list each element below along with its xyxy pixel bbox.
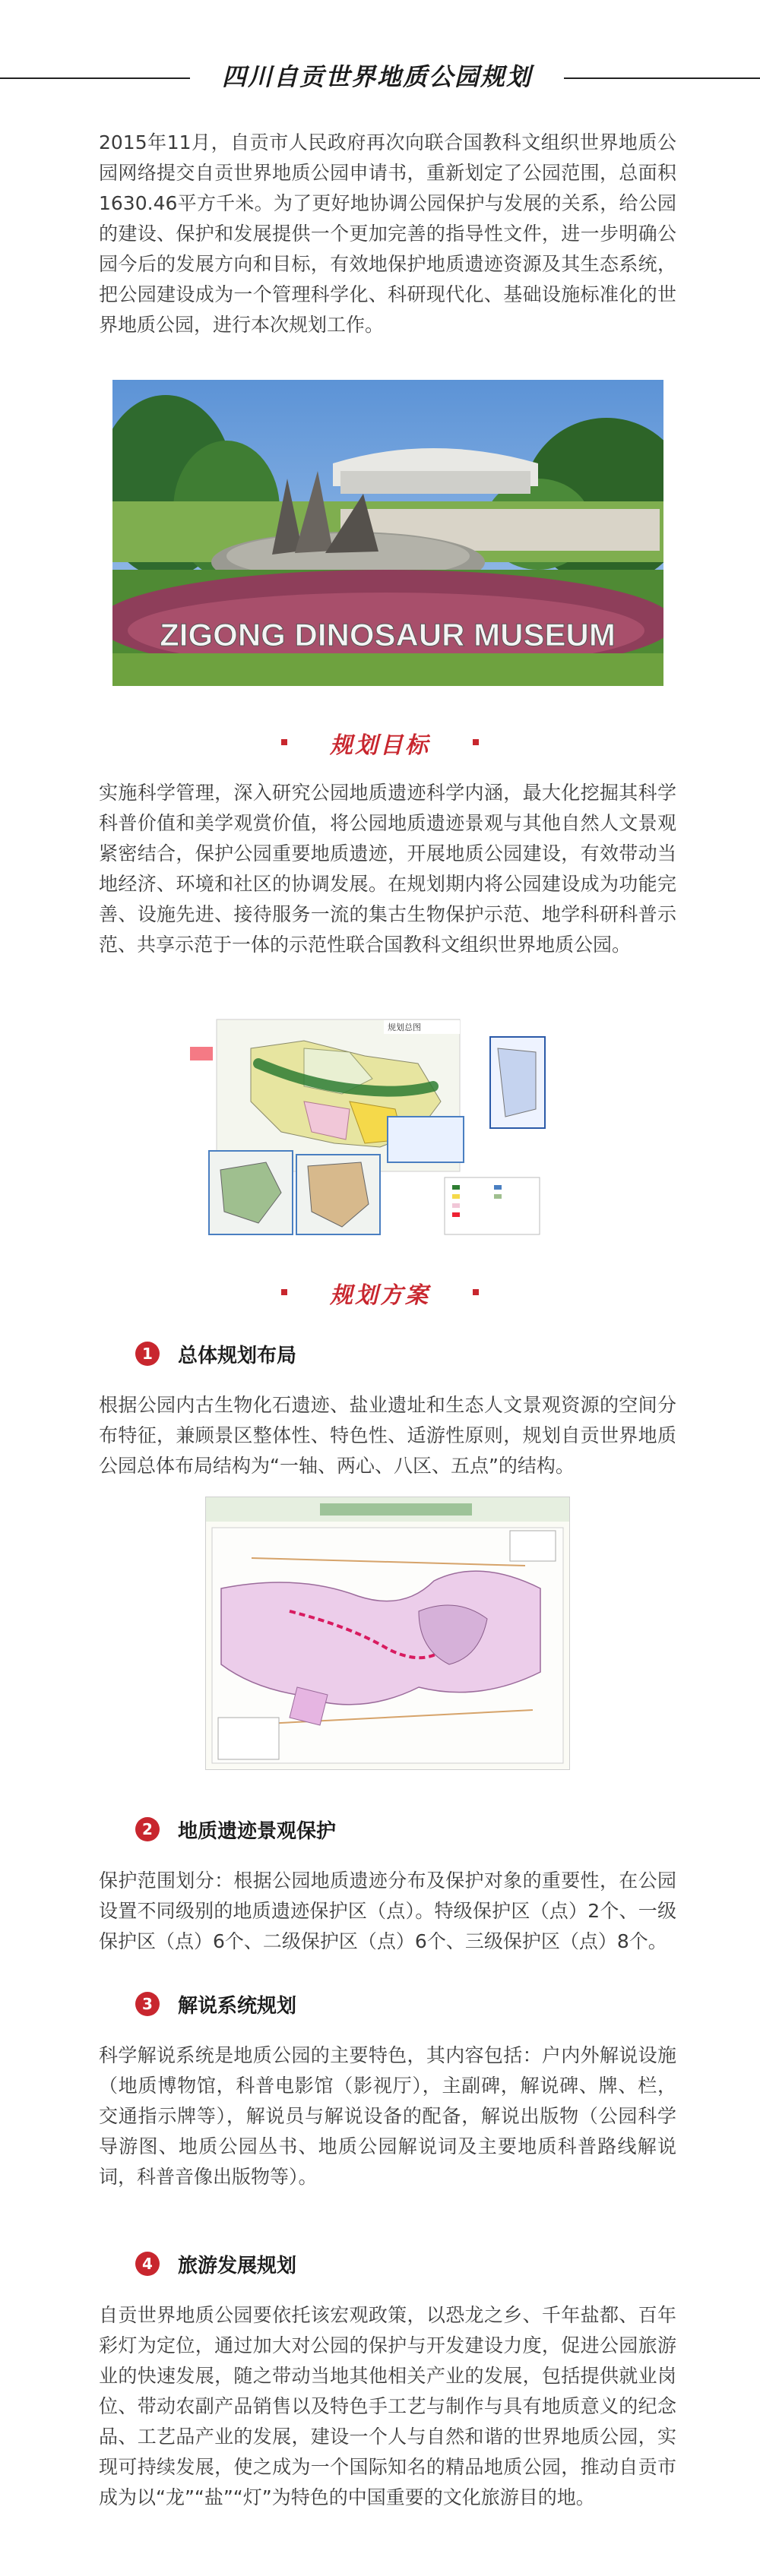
plan-item-1-heading: [135, 1339, 296, 1369]
plan-item-3-text: 科学解说系统是地质公园的主要特色，其内容包括：户内外解说设施（地质博物馆，科普电影馆（影视厅），主副碑，解说碑、牌、栏，交通指示牌等），解说员与解说设备的配备，解说出版物（公园科学导游图、地质公园丛书、地质公园解说词及主要地质科普路线解说词，科普音像出版物等）。: [99, 2044, 676, 2188]
map-title: 规划总图: [388, 1023, 421, 1032]
heading-dot-right: [473, 739, 479, 745]
item-title: 总体规划布局: [178, 1344, 297, 1367]
planning-overview-map: [190, 1018, 547, 1238]
item-number-badge: 1: [135, 1342, 160, 1366]
layout-map: [205, 1497, 570, 1770]
goal-paragraph: 实施科学管理，深入研究公园地质遗迹科学内涵，最大化挖掘其科学科普价值和美学观赏价值，将公园地质遗迹景观与其他自然人文景观紧密结合，保护公园重要地质遗迹，开展地质公园建设，有效带动当地经济、环境和社区的协调发展。在规划期内将公园建设成为功能完善、设施先进、接待服务一流的集古生物保护示范、地学科研科普示范、共享示范于一体的示范性联合国教科文组织世界地质公园。: [99, 782, 676, 956]
item-number-badge: 3: [135, 1992, 160, 2016]
item-title: 解说系统规划: [178, 1994, 297, 2018]
plan-item-4-text: 自贡世界地质公园要依托该宏观政策，以恐龙之乡、千年盐都、百年彩灯为定位，通过加大对公园的保护与开发建设力度，促进公园旅游业的快速发展，随之带动当地其他相关产业的发展，包括提供就业岗位、带动农副产品销售以及特色手工艺与制作与具有地质意义的纪念品、工艺品产业的发展，建设一个人与自然和谐的世界地质公园，实现可持续发展，使之成为一个国际知名的精品地质公园，推动自贡市成为以“龙”“盐”“灯”为特色的中国重要的文化旅游目的地。: [99, 2304, 676, 2508]
intro-paragraph: 2015年11月，自贡市人民政府再次向联合国教科文组织世界地质公园网络提交自贡世界地质公园申请书，重新划定了公园范围，总面积1630.46平方千米。为了更好地协调公园保护与发展的关系，给公园的建设、保护和发展提供一个更加完善的指导性文件，进一步明确公园今后的发展方向和目标，有效地保护地质遗迹资源及其生态系统，把公园建设成为一个管理科学化、科研现代化、基础设施标准化的世界地质公园，进行本次规划工作。: [99, 131, 676, 336]
item-number-badge: 2: [135, 1817, 160, 1841]
museum-photo: [112, 380, 663, 686]
heading-dot-left: [281, 739, 287, 745]
plan-item-2-heading: [135, 1814, 336, 1844]
plan-heading-text: 规划方案: [330, 1282, 430, 1309]
plan-heading: [0, 1276, 760, 1307]
item-number-badge: 4: [135, 2252, 160, 2276]
plan-item-1-text: 根据公园内古生物化石遗迹、盐业遗址和生态人文景观资源的空间分布特征，兼顾景区整体性、特色性、适游性原则，规划自贡世界地质公园总体布局结构为“一轴、两心、八区、五点”的结构。: [99, 1394, 676, 1477]
museum-sign-text: ZIGONG DINOSAUR MUSEUM: [160, 617, 616, 653]
plan-item-4-heading: [135, 2249, 296, 2279]
header-rule-left: [0, 77, 190, 79]
item-title: 地质遗迹景观保护: [178, 1819, 337, 1843]
heading-dot-left: [281, 1289, 287, 1295]
header-rule-right: [564, 77, 760, 79]
plan-item-3-heading: [135, 1989, 296, 2019]
plan-item-2-text: 保护范围划分：根据公园地质遗迹分布及保护对象的重要性，在公园设置不同级别的地质遗迹保护区（点）。特级保护区（点）2个、一级保护区（点）6个、二级保护区（点）6个、三级保护区（点）8个。: [99, 1870, 676, 1952]
heading-dot-right: [473, 1289, 479, 1295]
page-title: 四川自贡世界地质公园规划: [221, 62, 532, 91]
goal-heading: [0, 726, 760, 757]
goal-heading-text: 规划目标: [330, 732, 430, 759]
item-title: 旅游发展规划: [178, 2254, 297, 2277]
